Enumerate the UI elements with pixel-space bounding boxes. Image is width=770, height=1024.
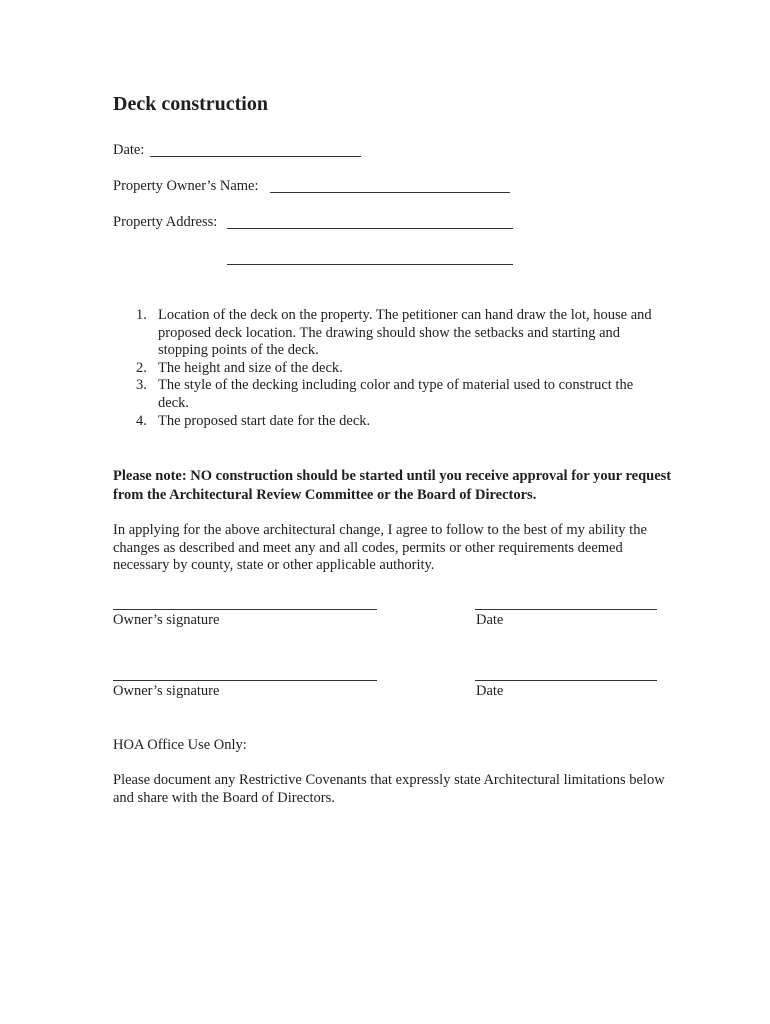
office-instructions: Please document any Restrictive Covenants that expressly state Architectural limitations below and share with the Board of Directors.	[113, 772, 665, 806]
list-item-text: The proposed start date for the deck.	[158, 412, 371, 429]
list-item-number: 1.	[136, 307, 147, 323]
owner-signature-line-1[interactable]	[113, 609, 377, 610]
list-item	[136, 377, 656, 412]
date-label: Date:	[113, 142, 145, 158]
date-field[interactable]	[150, 156, 361, 157]
list-item-number: 2.	[136, 359, 147, 376]
address-label: Property Address:	[113, 214, 218, 230]
signature-date-label-1: Date	[476, 612, 504, 628]
owner-name-field[interactable]	[270, 192, 510, 193]
list-item-text: Location of the deck on the property. The petitioner can hand draw the lot, house and proposed deck location. The drawing should show the setbacks and starting and stopping points of the deck.	[158, 307, 652, 359]
requirements-list	[136, 307, 656, 430]
list-item-number: 4.	[136, 412, 147, 429]
owner-name-field-row	[113, 178, 259, 195]
office-use-heading: HOA Office Use Only:	[113, 737, 247, 753]
address-field-row	[113, 214, 217, 231]
signature-date-label-2: Date	[476, 683, 504, 699]
agreement-paragraph: In applying for the above architectural change, I agree to follow to the best of my ability the changes as described and meet any and all codes, permits or other requirements deemed necessary by county, state or other applicable authority.	[113, 522, 647, 574]
signature-date-line-2[interactable]	[475, 680, 657, 681]
list-item	[136, 413, 656, 431]
list-item-number: 3.	[136, 377, 147, 394]
list-item	[136, 360, 656, 378]
owner-signature-label-1: Owner’s signature	[113, 612, 220, 628]
document-title: Deck construction	[113, 93, 268, 115]
owner-signature-label-2: Owner’s signature	[113, 683, 220, 699]
list-item-text: The style of the decking including color and type of material used to construct the deck.	[158, 377, 634, 411]
list-item	[136, 307, 656, 360]
address-field-line-2[interactable]	[227, 264, 513, 265]
approval-note: Please note: NO construction should be started until you receive approval for your request from the Architectural Review Committee or the Board of Directors.	[113, 468, 672, 503]
owner-signature-line-2[interactable]	[113, 680, 377, 681]
date-field-row	[113, 142, 144, 159]
address-field-line-1[interactable]	[227, 228, 513, 229]
list-item-text: The height and size of the deck.	[158, 359, 343, 376]
owner-name-label: Property Owner’s Name:	[113, 178, 259, 194]
signature-date-line-1[interactable]	[475, 609, 657, 610]
